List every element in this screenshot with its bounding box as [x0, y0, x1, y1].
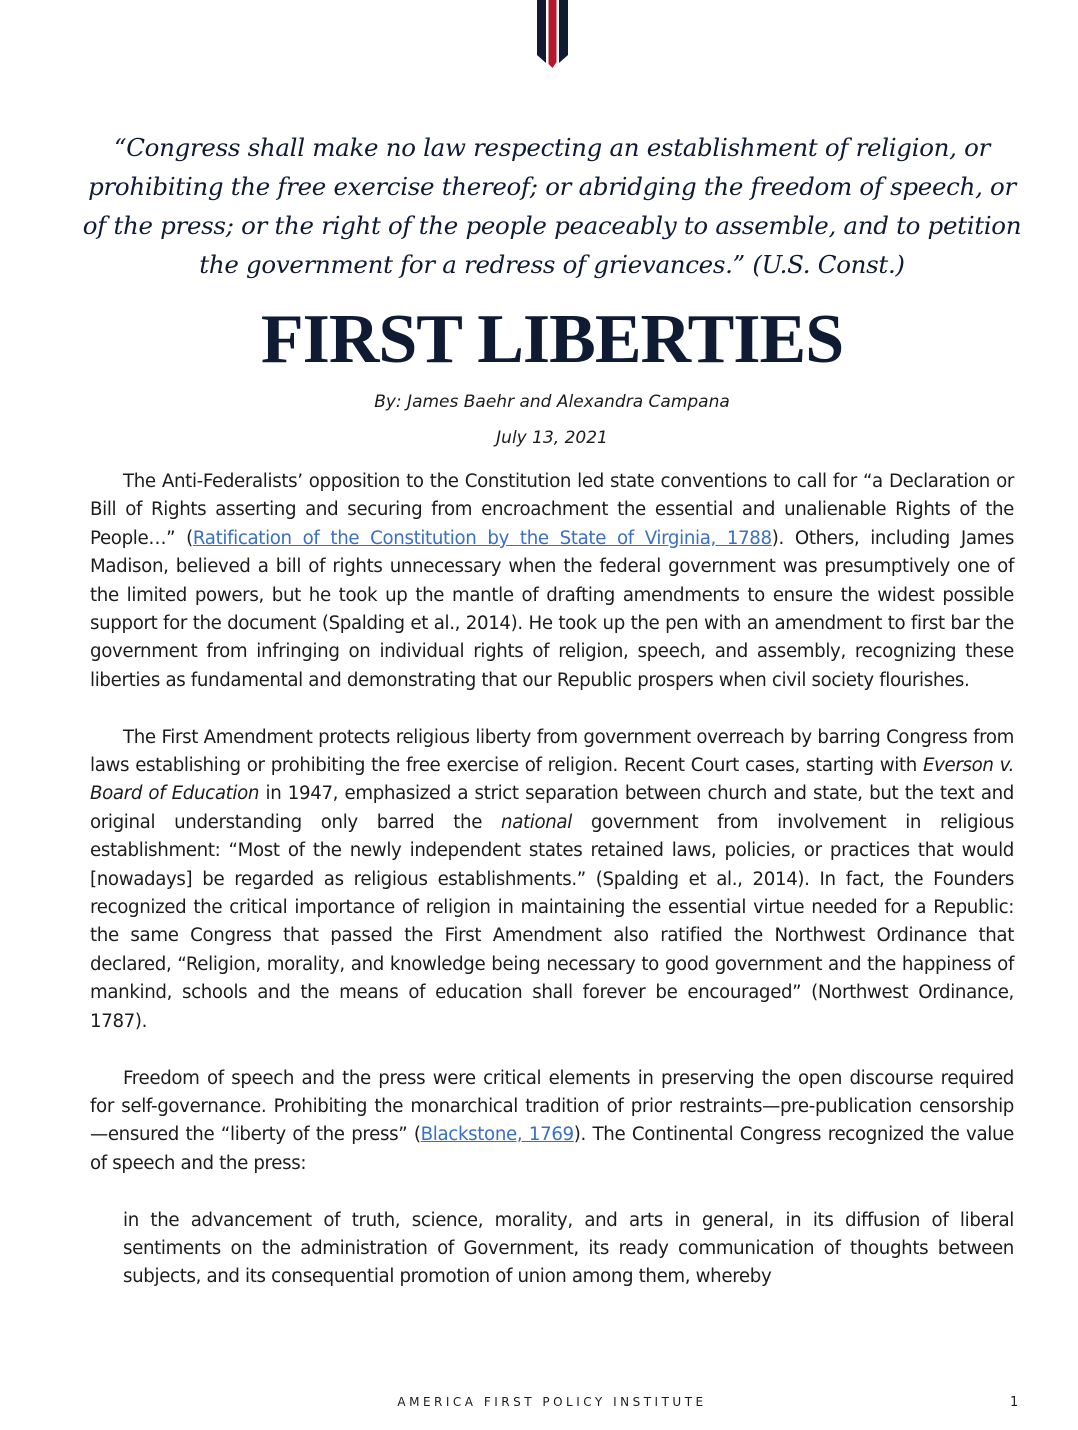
- page-title: FIRST LIBERTIES: [260, 301, 844, 378]
- paragraph-1: The Anti-Federalists’ opposition to the Constitution led state conventions to call for “a Declaration or Bill of Rights asserting and securing from encroachment the essential and unalienable Rights of the People…” (Ratification of the Constitution by the State of Virginia, 1788). Others, including James Madison, believed a bill of rights unnecessary when the federal government was presumptively one of the limited powers, but he took up the mantle of drafting amendments to ensure the widest possible support for the document (Spalding et al., 2014). He took up the pen with an amendment to first bar the government from infringing on individual rights of religion, speech, and assembly, recognizing these liberties as fundamental and demonstrating that our Republic prospers when civil society flourishes.: [90, 471, 1014, 691]
- paragraph-2: The First Amendment protects religious liberty from government overreach by barring Congress from laws establishing or prohibiting the free exercise of religion. Recent Court cases, starting with Everson v. Board of Education in 1947, emphasized a strict separation between church and state, but the text and original understanding only barred the national government from involvement in religious establishment: “Most of the newly independent states retained laws, policies, or practices that would [nowadays] be regarded as religious establishments.” (Spalding et al., 2014). In fact, the Founders recognized the critical importance of religion in maintaining the essential virtue needed for a Republic: the same Congress that passed the First Amendment also ratified the Northwest Ordinance that declared, “Religion, morality, and knowledge being necessary to good government and the happiness of mankind, schools and the means of education shall forever be encouraged” (Northwest Ordinance, 1787).: [90, 726, 1014, 1032]
- article-body: [90, 468, 1014, 1292]
- blackstone-link[interactable]: Blackstone, 1769: [420, 1124, 574, 1146]
- footer-organization: AMERICA FIRST POLICY INSTITUTE: [397, 1395, 707, 1409]
- byline: By: James Baehr and Alexandra Campana: [374, 392, 730, 412]
- page-number: 1: [1010, 1395, 1019, 1410]
- ribbon-logo: [535, 0, 570, 70]
- virginia-ratification-link[interactable]: Ratification of the Constitution by the State of Virginia, 1788: [192, 527, 772, 549]
- block-quote: in the advancement of truth, science, morality, and arts in general, in its diffusion of liberal sentiments on the administration of Government, its ready communication of thoughts between subjects, and its consequential promotion of union among them, whereby: [123, 1209, 1014, 1288]
- publication-date: July 13, 2021: [496, 428, 608, 448]
- constitution-quote: “Congress shall make no law respecting an establishment of religion, or prohibiting the free exercise thereof; or abridging the freedom of speech, or of the press; or the right of the people peaceably to assemble, and to petition the government for a redress of grievances.” (U.S. Const.): [82, 133, 1022, 279]
- paragraph-3: Freedom of speech and the press were critical elements in preserving the open discourse required for self-governance. Prohibiting the monarchical tradition of prior restraints—pre-publication censorship—ensured the “liberty of the press” (Blackstone, 1769). The Continental Congress recognized the value of speech and the press:: [90, 1067, 1014, 1174]
